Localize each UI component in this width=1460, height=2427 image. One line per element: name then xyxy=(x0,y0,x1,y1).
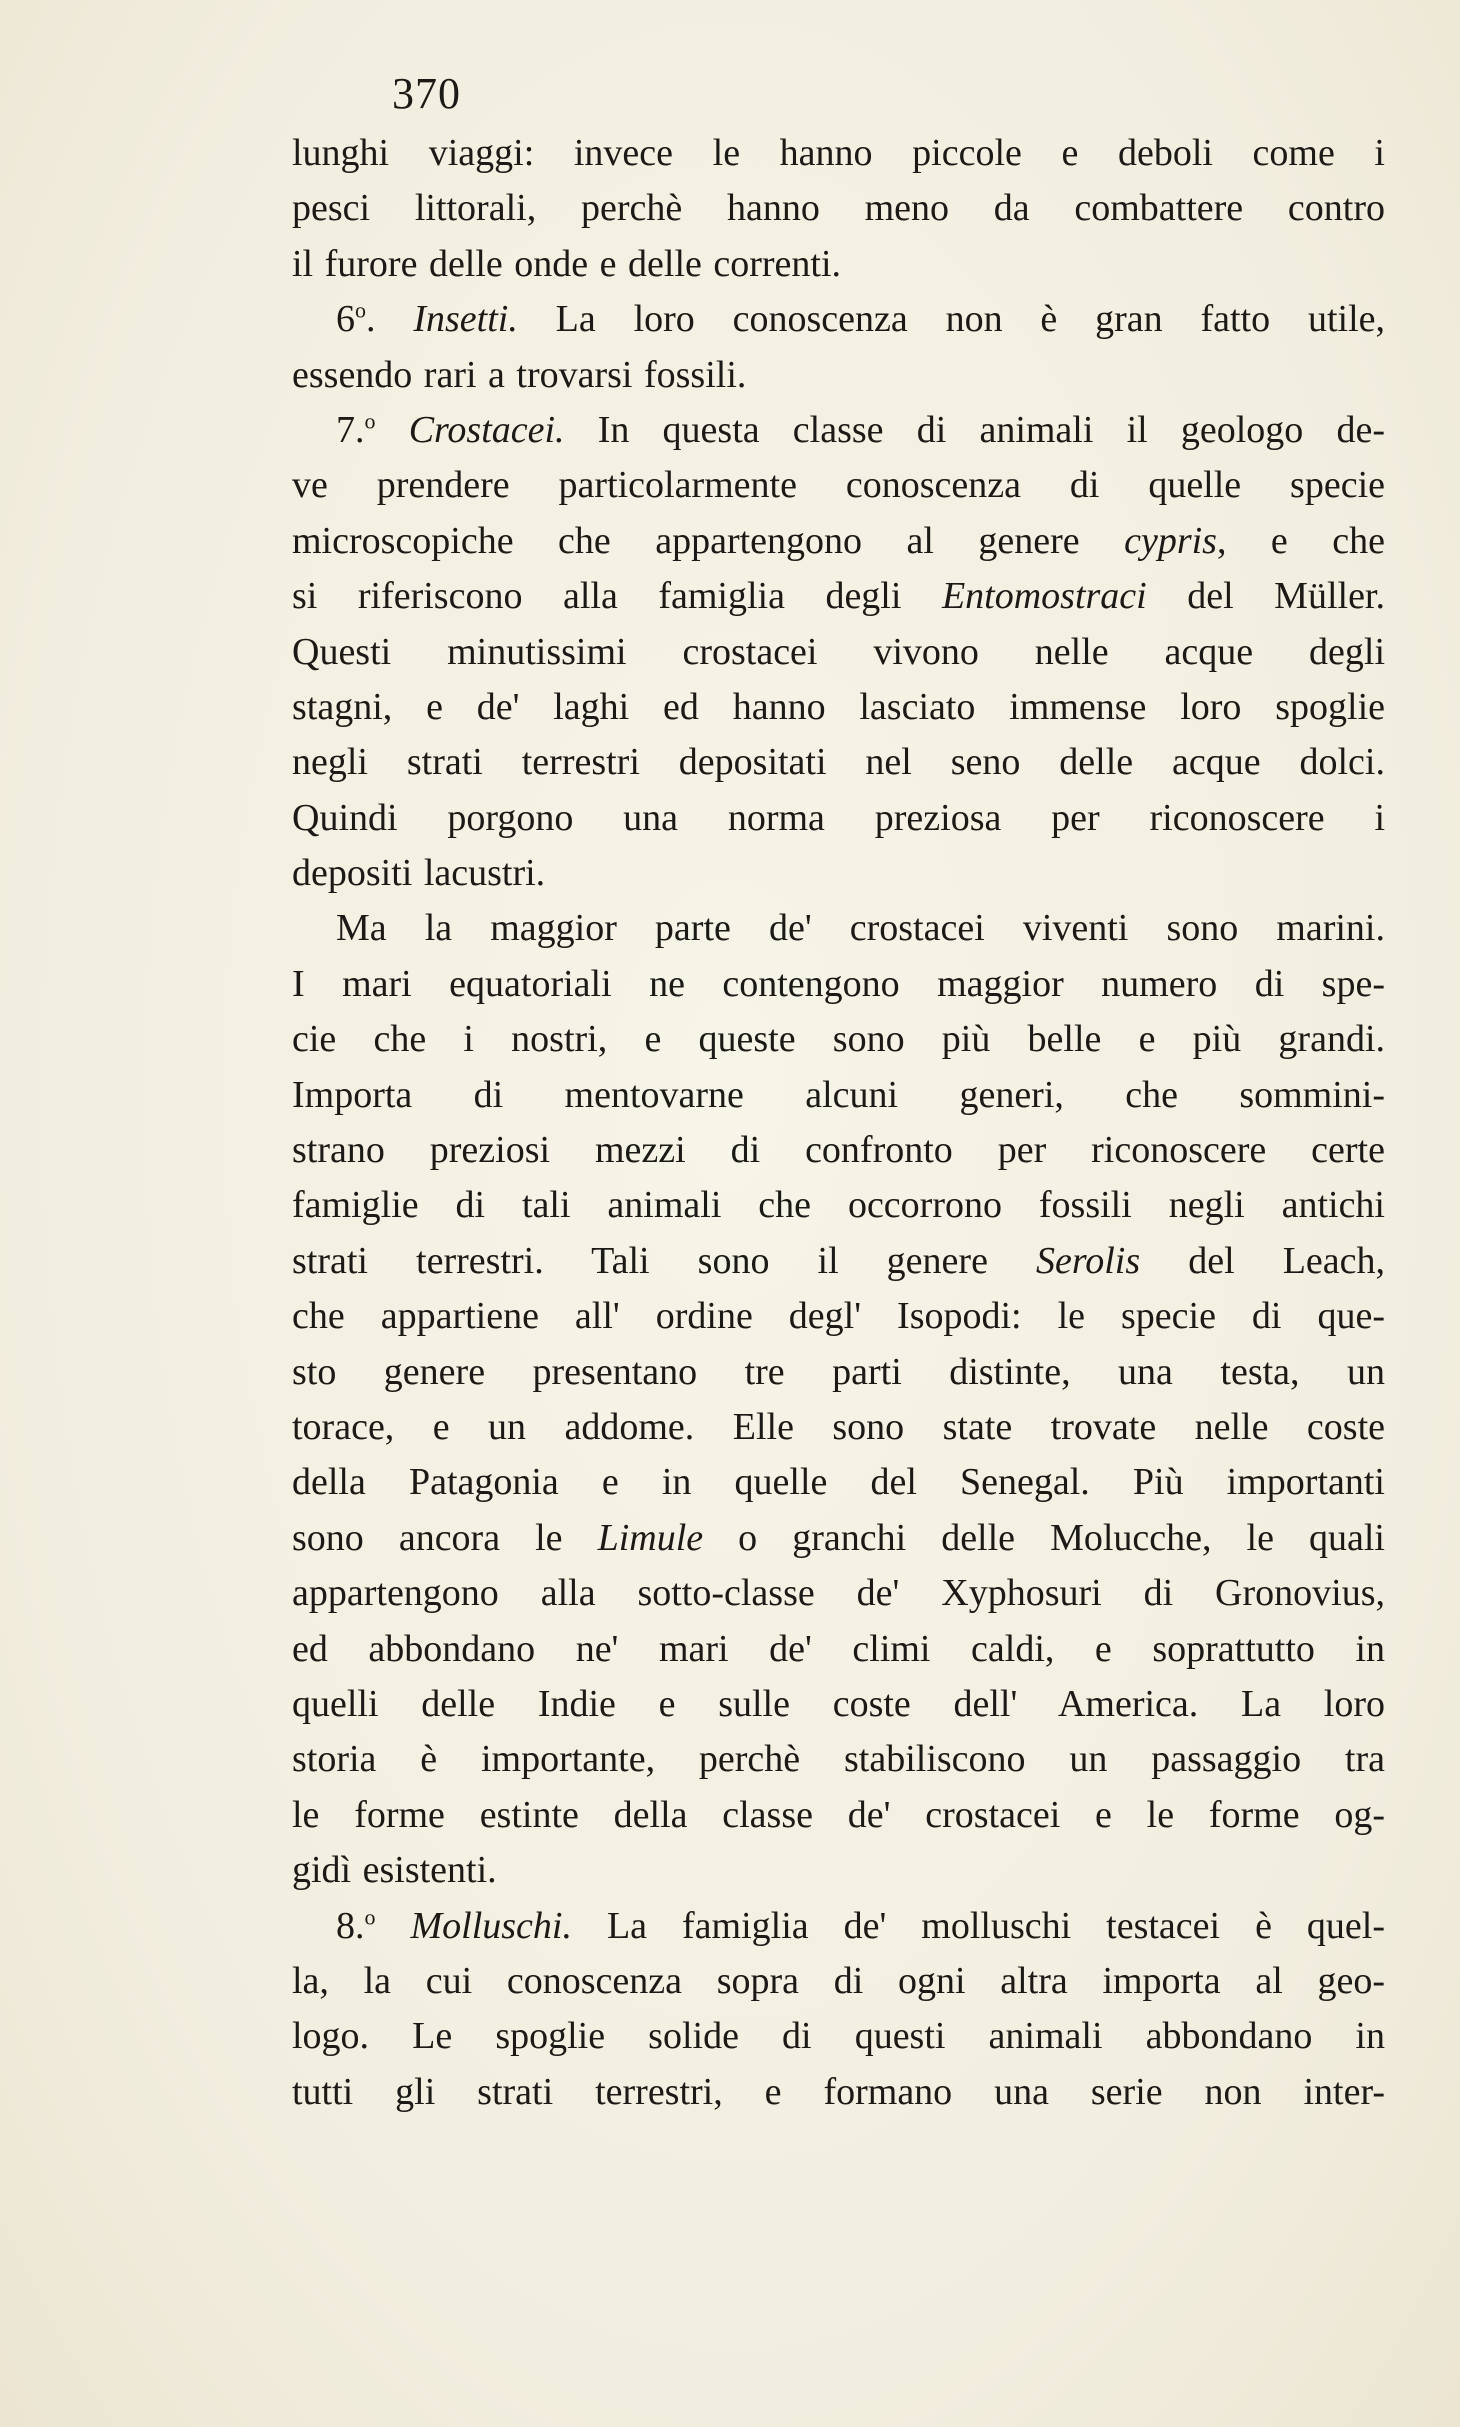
text-line: torace, e un addome. Elle sono state trovate nelle coste xyxy=(292,1405,1385,1448)
text-line: ed abbondano ne' mari de' climi caldi, e soprattutto in xyxy=(292,1627,1385,1670)
line-text: microscopiche che appartengono al genere xyxy=(292,519,1125,562)
ordinal-mark: o xyxy=(364,1903,376,1929)
italic-term: Serolis xyxy=(1036,1239,1141,1282)
text-line: quelli delle Indie e sulle coste dell' America. La loro xyxy=(292,1682,1385,1725)
line-text: o granchi delle Molucche, le quali xyxy=(703,1516,1385,1559)
text-line: Ma la maggior parte de' crostacei viventi sono marini. xyxy=(336,907,1385,950)
text-line: cie che i nostri, e queste sono più belle e più grandi. xyxy=(292,1018,1385,1061)
italic-term: Entomostraci xyxy=(941,575,1147,618)
line-text: del Müller. xyxy=(1146,575,1385,618)
text-line: le forme estinte della classe de' crostacei e le forme og- xyxy=(292,1793,1385,1836)
section-title: Insetti. xyxy=(413,298,518,341)
italic-term: Limule xyxy=(597,1516,704,1559)
ordinal-mark: o xyxy=(355,297,366,323)
text-line: storia è importante, perchè stabiliscono un passaggio tra xyxy=(292,1738,1385,1781)
text-line: famiglie di tali animali che occorrono fossili negli antichi xyxy=(292,1184,1385,1227)
line-text: del Leach, xyxy=(1140,1239,1386,1282)
text-line: Questi minutissimi crostacei vivono nelle acque degli xyxy=(292,630,1385,673)
text-line: il furore delle onde e delle correnti. xyxy=(292,242,842,285)
text-line: Importa di mentovarne alcuni generi, che sommini- xyxy=(292,1073,1385,1116)
text-line: la, la cui conoscenza sopra di ogni altra importa al geo- xyxy=(292,1959,1385,2002)
text-line: pesci littorali, perchè hanno meno da combattere contro xyxy=(292,187,1385,230)
section-number: 7. xyxy=(336,408,365,451)
page-number: 370 xyxy=(392,69,461,118)
text-line: gidì esistenti. xyxy=(292,1849,497,1892)
text-line: che appartiene all' ordine degl' Isopodi: le specie di que- xyxy=(292,1295,1385,1338)
text-line: logo. Le spoglie solide di questi animali abbondano in xyxy=(292,2015,1385,2058)
section-title: Molluschi. xyxy=(410,1904,572,1947)
text-line: sto genere presentano tre parti distinte, una testa, un xyxy=(292,1350,1385,1393)
section-number: 8. xyxy=(336,1904,365,1947)
text-line: stagni, e de' laghi ed hanno lasciato immense loro spoglie xyxy=(292,685,1385,728)
text-line: negli strati terrestri depositati nel seno delle acque dolci. xyxy=(292,741,1385,784)
section-text: In questa classe di animali il geologo de- xyxy=(564,408,1386,451)
line-text: si riferiscono alla famiglia degli xyxy=(292,575,942,618)
text-line xyxy=(292,1511,1385,1566)
ordinal-mark: o xyxy=(364,408,376,434)
line-text: strati terrestri. Tali sono il genere xyxy=(292,1239,1036,1282)
text-line: strano preziosi mezzi di confronto per riconoscere certe xyxy=(292,1129,1385,1172)
text-line: I mari equatoriali ne contengono maggior numero di spe- xyxy=(292,962,1385,1005)
section-heading-line xyxy=(292,1899,1385,1954)
text-line: ve prendere particolarmente conoscenza di quelle specie xyxy=(292,464,1385,507)
text-line: tutti gli strati terrestri, e formano una serie non inter- xyxy=(292,2070,1385,2113)
section-text: La famiglia de' molluschi testacei è quel- xyxy=(571,1904,1385,1947)
body-text xyxy=(292,126,1385,2120)
line-text: sono ancora le xyxy=(292,1516,598,1559)
section-text: La loro conoscenza non è gran fatto utile, xyxy=(517,298,1385,341)
section-title: Crostacei. xyxy=(408,408,565,451)
section-dot: . xyxy=(366,298,376,341)
italic-term: cypris xyxy=(1124,519,1217,562)
text-line: della Patagonia e in quelle del Senegal. Più importanti xyxy=(292,1461,1385,1504)
text-line xyxy=(292,1234,1385,1289)
text-line xyxy=(292,514,1385,569)
text-line: lunghi viaggi: invece le hanno piccole e deboli come i xyxy=(292,132,1385,174)
section-heading-line xyxy=(292,292,1385,347)
text-line xyxy=(292,569,1385,624)
text-line: essendo rari a trovarsi fossili. xyxy=(292,353,747,396)
section-heading-line xyxy=(292,403,1385,458)
text-line: appartengono alla sotto-classe de' Xyphosuri di Gronovius, xyxy=(292,1572,1385,1615)
section-number: 6 xyxy=(336,298,355,341)
text-line: Quindi porgono una norma preziosa per riconoscere i xyxy=(292,796,1385,839)
line-text: , e che xyxy=(1216,519,1385,562)
text-line: depositi lacustri. xyxy=(292,852,546,895)
